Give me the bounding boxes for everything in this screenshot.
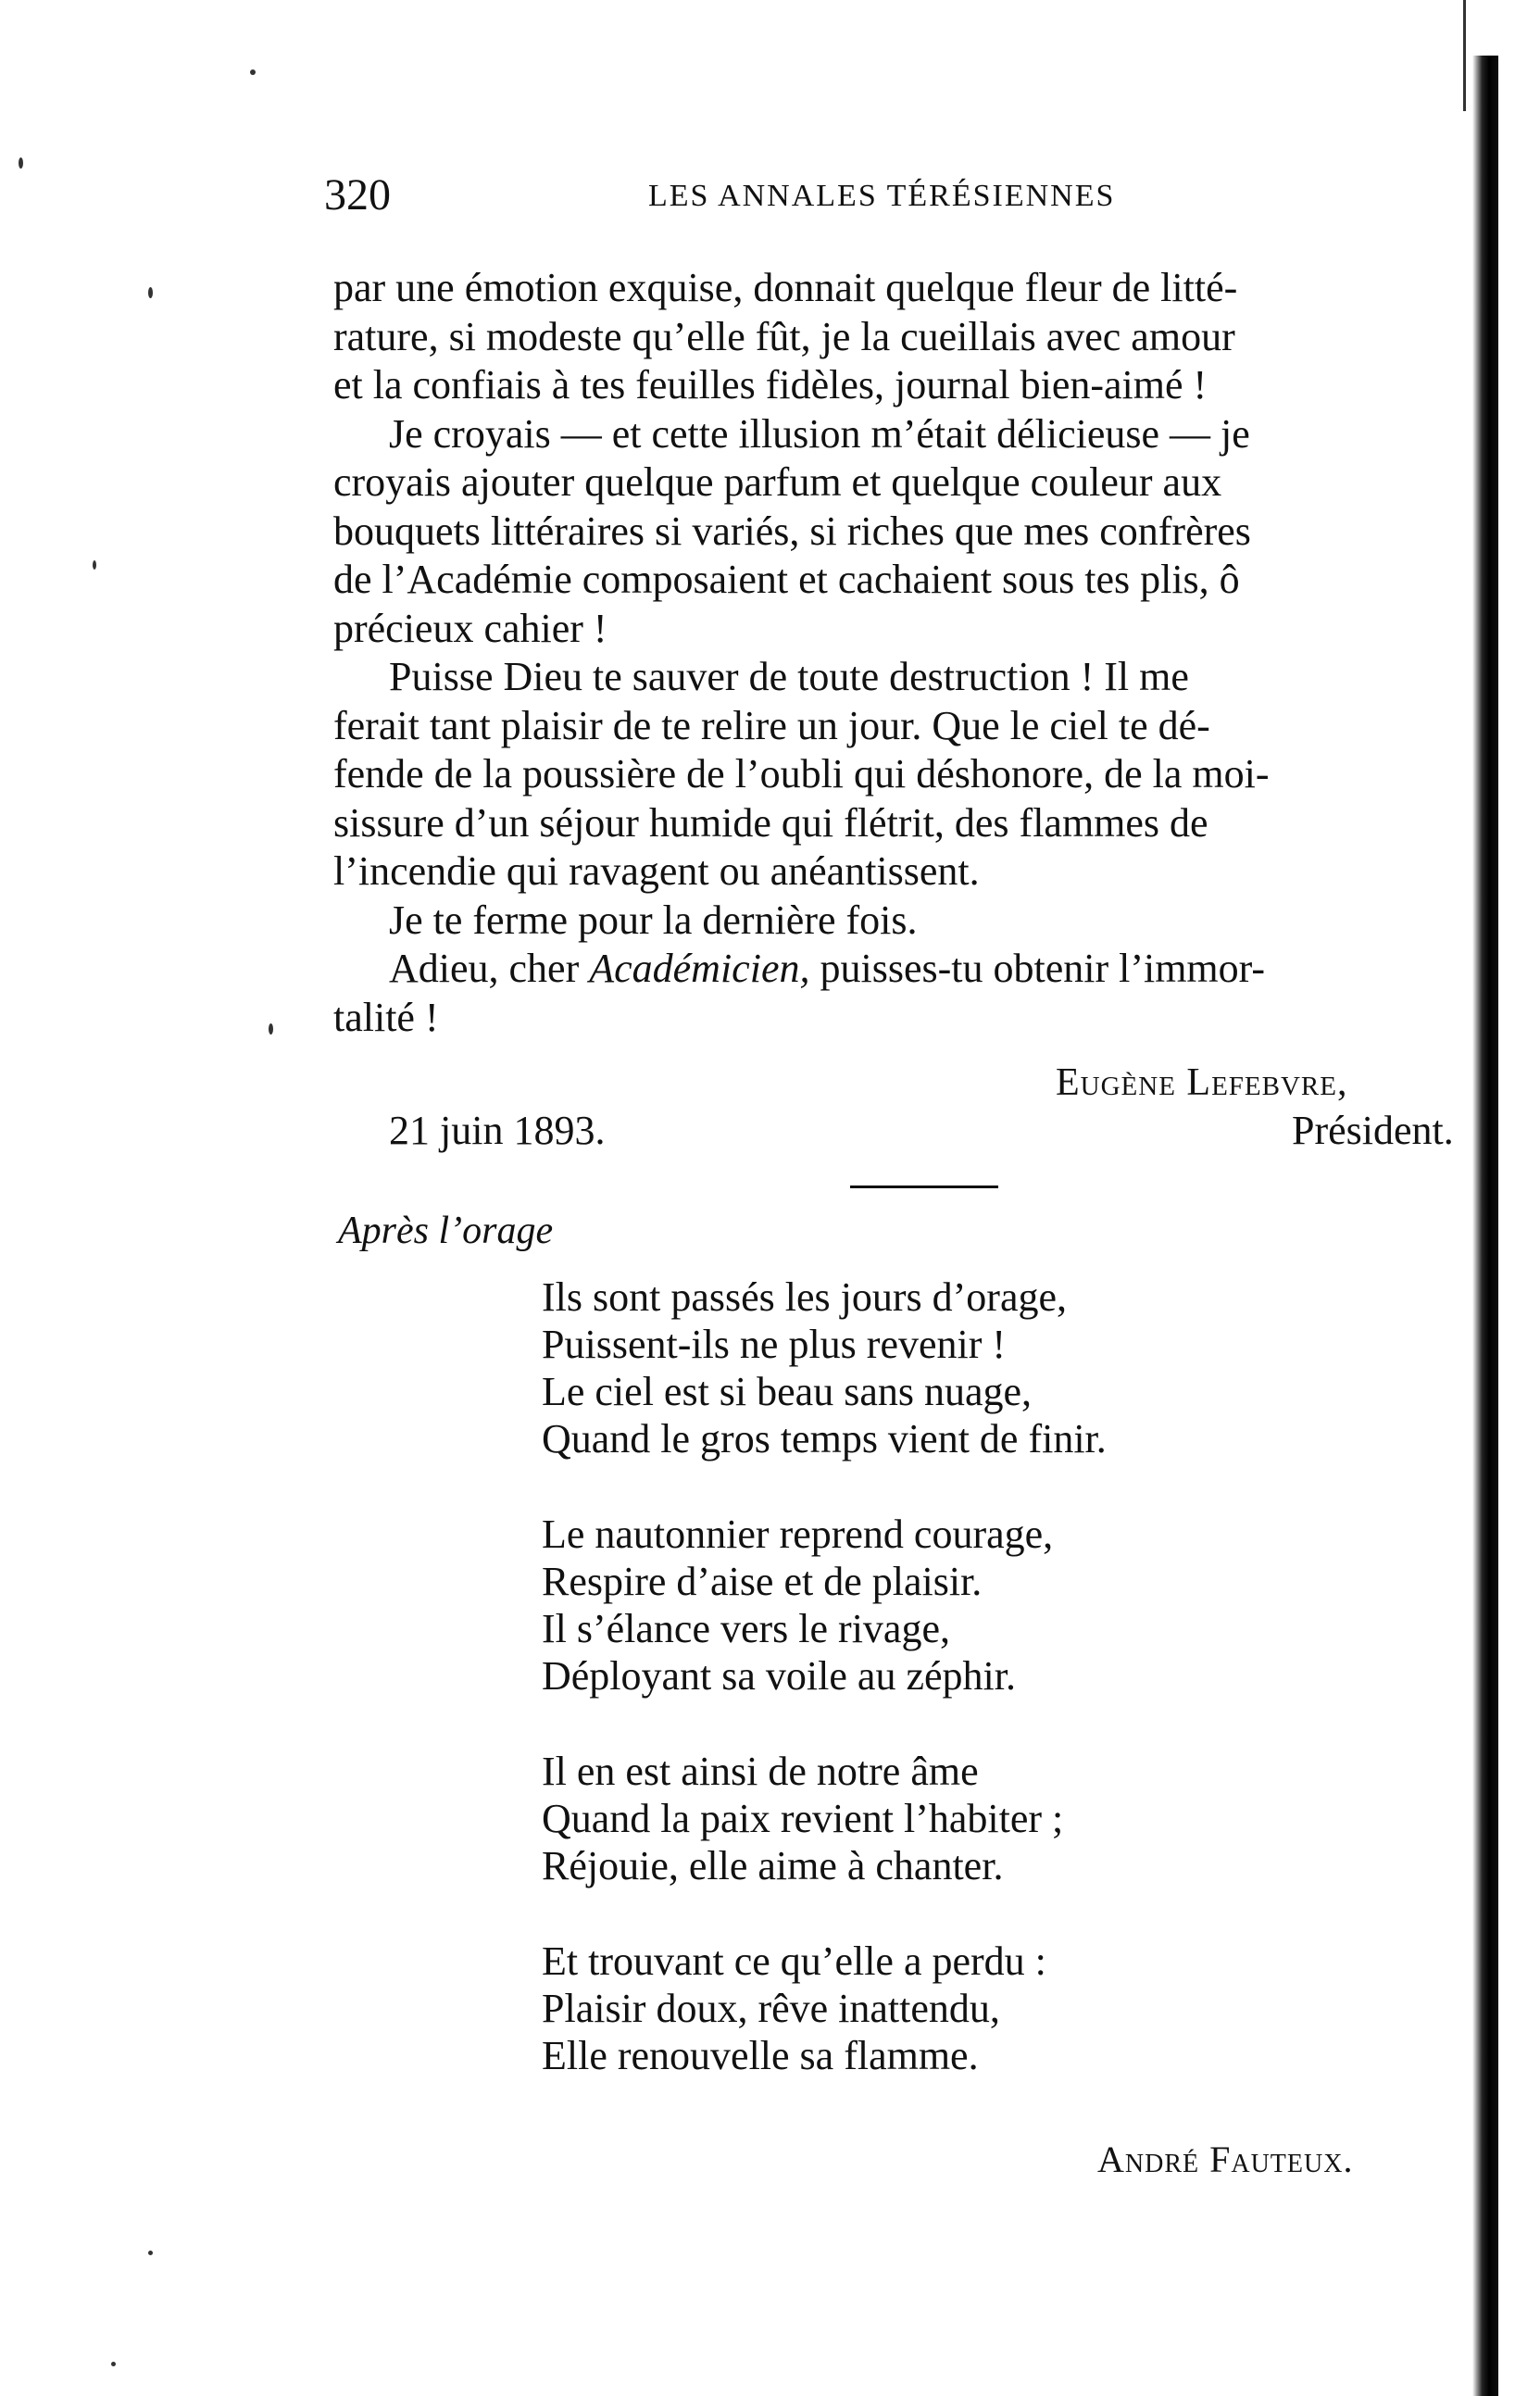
- text-line: croyais ajouter quelque parfum et quelque couleur aux: [333, 459, 1222, 505]
- poem-body: [542, 1273, 1107, 2127]
- text-line: bouquets littéraires si variés, si riches que mes confrères: [333, 508, 1251, 554]
- text-line: l’incendie qui ravagent ou anéantissent.: [333, 848, 980, 894]
- text-line: fende de la poussière de l’oubli qui déshonore, de la moi-: [333, 751, 1270, 797]
- letter-date: 21 juin 1893.: [389, 1108, 606, 1153]
- verse-line: Et trouvant ce qu’elle a perdu :: [542, 1938, 1046, 1984]
- scan-speck: [93, 560, 96, 570]
- verse-line: Quand le gros temps vient de finir.: [542, 1416, 1107, 1461]
- verse-line: Déployant sa voile au zéphir.: [542, 1653, 1016, 1699]
- verse-line: Plaisir doux, rêve inattendu,: [542, 1986, 1000, 2031]
- page-header: [324, 169, 1482, 225]
- scan-speck: [148, 2251, 153, 2255]
- verse-line: Il s’élance vers le rivage,: [542, 1606, 950, 1651]
- text-line: Je croyais — et cette illusion m’était délicieuse — je: [389, 410, 1250, 457]
- text-line: ferait tant plaisir de te relire un jour. Que le ciel te dé-: [333, 702, 1210, 748]
- text-fragment: Adieu, cher: [389, 946, 590, 991]
- signature-name: Eugène Lefebvre,: [1056, 1061, 1348, 1104]
- page-margin-right: [1498, 0, 1540, 2396]
- text-line: précieux cahier !: [333, 605, 607, 651]
- section-divider: [850, 1185, 998, 1188]
- text-line: Je te ferme pour la dernière fois.: [389, 897, 918, 943]
- scan-edge-mark: [1463, 0, 1466, 111]
- paragraph: [333, 653, 1472, 897]
- verse-line: Quand la paix revient l’habiter ;: [542, 1796, 1064, 1841]
- scan-speck: [148, 287, 153, 298]
- verse-line: Réjouie, elle aime à chanter.: [542, 1843, 1004, 1888]
- text-line: sissure d’un séjour humide qui flétrit, des flammes de: [333, 799, 1208, 846]
- text-line: et la confiais à tes feuilles fidèles, journal bien-aimé !: [333, 362, 1208, 408]
- verse-line: Elle renouvelle sa flamme.: [542, 2033, 979, 2078]
- scan-speck: [250, 69, 256, 75]
- verse-line: Ils sont passés les jours d’orage,: [542, 1274, 1068, 1320]
- running-title: LES ANNALES TÉRÉSIENNES: [648, 179, 1116, 213]
- text-line: par une émotion exquise, donnait quelque fleur de litté-: [333, 265, 1238, 310]
- stanza: [542, 1748, 1107, 1889]
- stanza: [542, 1511, 1107, 1700]
- binding-shadow: [1472, 56, 1500, 2396]
- paragraph: [333, 410, 1472, 654]
- text-line: rature, si modeste qu’elle fût, je la cueillais avec amour: [333, 313, 1235, 359]
- poem-author: André Fauteux.: [1097, 2139, 1354, 2180]
- stanza: [542, 1938, 1107, 2079]
- paragraph: [333, 945, 1472, 1042]
- poem-title: Après l’orage: [338, 1210, 554, 1252]
- verse-line: Respire d’aise et de plaisir.: [542, 1559, 983, 1604]
- italic-word: Académicien,: [589, 946, 810, 991]
- text-line: talité !: [333, 994, 439, 1040]
- verse-line: Il en est ainsi de notre âme: [542, 1749, 979, 1794]
- verse-line: Le nautonnier reprend courage,: [542, 1512, 1054, 1557]
- page-number: 320: [324, 170, 391, 220]
- verse-line: Puissent-ils ne plus revenir !: [542, 1322, 1007, 1367]
- verse-line: Le ciel est si beau sans nuage,: [542, 1369, 1033, 1414]
- text-line: Puisse Dieu te sauver de toute destruction ! Il me: [389, 654, 1189, 699]
- scan-speck: [111, 2362, 116, 2366]
- text-line: [333, 945, 1472, 994]
- paragraph: [333, 897, 1472, 946]
- paragraph: [333, 264, 1472, 410]
- text-line: de l’Académie composaient et cachaient sous tes plis, ô: [333, 557, 1240, 602]
- scan-speck: [269, 1023, 273, 1035]
- stanza: [542, 1273, 1107, 1462]
- text-fragment: puisses-tu obtenir l’immor-: [809, 946, 1266, 991]
- letter-body: [333, 264, 1472, 1042]
- signer-title: Président.: [1292, 1108, 1454, 1153]
- scan-speck: [19, 157, 23, 169]
